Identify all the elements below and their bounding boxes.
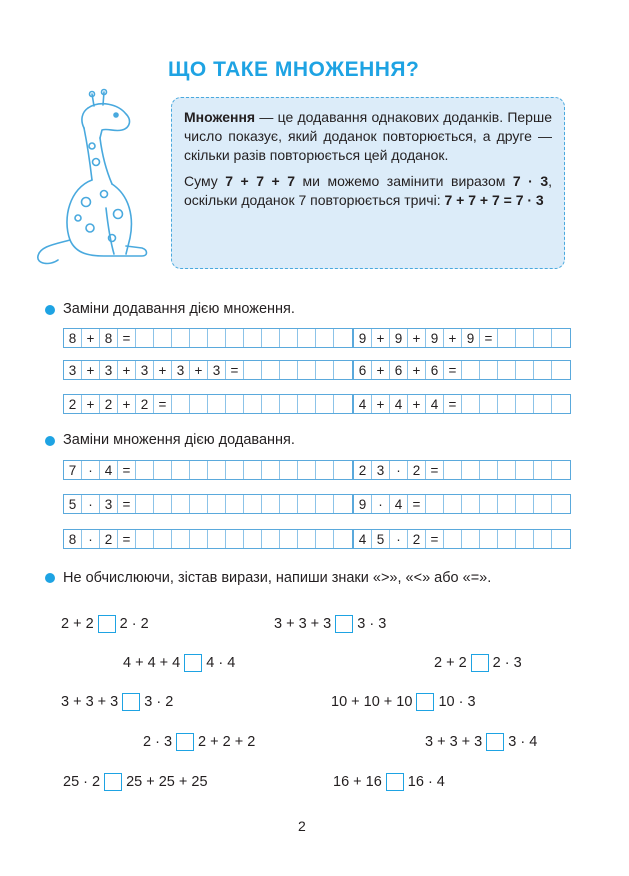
answer-box[interactable] (122, 693, 140, 711)
grid-cell-printed: 3 (136, 361, 154, 379)
answer-grid[interactable] (63, 394, 353, 414)
grid-cell-printed: 9 (354, 329, 372, 347)
answer-box[interactable] (98, 615, 116, 633)
grid-cell-empty[interactable] (136, 461, 154, 479)
grid-cell-empty[interactable] (154, 329, 172, 347)
grid-cell-empty[interactable] (334, 361, 352, 379)
grid-cell-empty[interactable] (480, 395, 498, 413)
grid-cell-printed: 8 (64, 530, 82, 548)
grid-cell-empty[interactable] (244, 395, 262, 413)
grid-cell-empty[interactable] (244, 530, 262, 548)
grid-cell-printed: 2 (136, 395, 154, 413)
grid-cell-printed: · (82, 530, 100, 548)
grid-cell-printed: 8 (64, 329, 82, 347)
grid-cell-empty[interactable] (226, 329, 244, 347)
left-expression: 3 + 3 + 3 (274, 616, 332, 632)
task3-text: Не обчислюючи, зістав вирази, напиши знаки «>», «<» або «=». (63, 570, 492, 586)
grid-cell-printed: + (408, 395, 426, 413)
grid-cell-printed: + (408, 329, 426, 347)
grid-cell-empty[interactable] (444, 495, 462, 513)
grid-cell-printed: = (444, 361, 462, 379)
task2-text: Заміни множення дією додавання. (63, 432, 295, 448)
grid-cell-empty[interactable] (298, 461, 316, 479)
grid-cell-empty[interactable] (552, 329, 570, 347)
comparison-item (274, 615, 386, 633)
grid-cell-printed: + (444, 329, 462, 347)
grid-cell-printed: 3 (100, 361, 118, 379)
grid-cell-printed: = (480, 329, 498, 347)
grid-cell-empty[interactable] (516, 495, 534, 513)
right-expression: 16 · 4 (407, 774, 445, 790)
grid-cell-printed: 2 (100, 395, 118, 413)
grid-cell-empty[interactable] (208, 395, 226, 413)
grid-cell-empty[interactable] (208, 329, 226, 347)
grid-cell-empty[interactable] (534, 395, 552, 413)
grid-cell-empty[interactable] (534, 461, 552, 479)
grid-cell-empty[interactable] (226, 461, 244, 479)
page-title: ЩО ТАКЕ МНОЖЕННЯ? (168, 58, 420, 81)
grid-cell-printed: 4 (390, 495, 408, 513)
grid-cell-printed: = (444, 395, 462, 413)
grid-cell-printed: + (82, 329, 100, 347)
grid-cell-printed: 2 (64, 395, 82, 413)
grid-cell-empty[interactable] (552, 530, 570, 548)
grid-cell-empty[interactable] (552, 461, 570, 479)
comparison-item (61, 693, 173, 711)
grid-cell-empty[interactable] (498, 495, 516, 513)
grid-cell-printed: 6 (354, 361, 372, 379)
grid-cell-empty[interactable] (244, 329, 262, 347)
answer-grid[interactable] (353, 394, 571, 414)
grid-cell-empty[interactable] (480, 461, 498, 479)
right-expression: 2 · 3 (492, 655, 522, 671)
answer-grid[interactable] (63, 460, 353, 480)
grid-cell-printed: 9 (462, 329, 480, 347)
grid-cell-printed: + (82, 395, 100, 413)
grid-cell-empty[interactable] (244, 361, 262, 379)
grid-cell-printed: + (118, 361, 136, 379)
task-bullet (45, 573, 55, 583)
grid-cell-empty[interactable] (552, 495, 570, 513)
grid-cell-empty[interactable] (190, 395, 208, 413)
answer-box[interactable] (176, 733, 194, 751)
grid-cell-empty[interactable] (498, 461, 516, 479)
grid-cell-empty[interactable] (154, 530, 172, 548)
grid-cell-printed: 4 (354, 530, 372, 548)
answer-grid[interactable] (353, 460, 571, 480)
grid-cell-printed: 8 (100, 329, 118, 347)
grid-cell-printed: 2 (408, 530, 426, 548)
grid-cell-printed: 6 (426, 361, 444, 379)
grid-cell-empty[interactable] (190, 461, 208, 479)
grid-cell-printed: 9 (426, 329, 444, 347)
grid-cell-empty[interactable] (316, 329, 334, 347)
grid-cell-empty[interactable] (172, 530, 190, 548)
grid-cell-printed: = (154, 395, 172, 413)
grid-cell-printed: · (82, 461, 100, 479)
grid-cell-printed: 9 (390, 329, 408, 347)
grid-cell-empty[interactable] (154, 461, 172, 479)
grid-cell-empty[interactable] (480, 495, 498, 513)
task1-text: Заміни додавання дією множення. (63, 301, 295, 317)
grid-cell-printed: + (372, 361, 390, 379)
grid-cell-empty[interactable] (316, 530, 334, 548)
grid-cell-empty[interactable] (136, 329, 154, 347)
comparison-item (331, 693, 476, 711)
grid-cell-printed: 3 (172, 361, 190, 379)
grid-cell-empty[interactable] (226, 495, 244, 513)
grid-cell-empty[interactable] (298, 395, 316, 413)
grid-cell-printed: · (390, 461, 408, 479)
left-expression: 2 · 3 (143, 734, 173, 750)
grid-cell-empty[interactable] (262, 395, 280, 413)
grid-cell-empty[interactable] (298, 495, 316, 513)
grid-cell-printed: = (118, 530, 136, 548)
grid-cell-empty[interactable] (262, 495, 280, 513)
definition-paragraph: Множення — це додавання однакових доданків. Перше число показує, який доданок повторюється, а друге — скільки разів повторюється цей доданок. (184, 109, 552, 163)
left-expression: 2 + 2 (434, 655, 467, 671)
grid-cell-empty[interactable] (262, 461, 280, 479)
grid-cell-empty[interactable] (262, 329, 280, 347)
grid-cell-empty[interactable] (280, 395, 298, 413)
grid-cell-printed: = (118, 495, 136, 513)
grid-cell-printed: + (154, 361, 172, 379)
grid-cell-empty[interactable] (334, 530, 352, 548)
grid-cell-empty[interactable] (136, 495, 154, 513)
grid-cell-printed: 4 (426, 395, 444, 413)
comparison-item (434, 654, 522, 672)
grid-cell-empty[interactable] (280, 329, 298, 347)
grid-cell-empty[interactable] (334, 461, 352, 479)
grid-cell-printed: 7 (64, 461, 82, 479)
grid-cell-printed: 9 (354, 495, 372, 513)
grid-cell-empty[interactable] (244, 495, 262, 513)
grid-cell-empty[interactable] (316, 361, 334, 379)
grid-cell-printed: 2 (100, 530, 118, 548)
task-bullet (45, 436, 55, 446)
answer-box[interactable] (416, 693, 434, 711)
answer-grid[interactable] (63, 529, 353, 549)
grid-cell-empty[interactable] (462, 395, 480, 413)
grid-cell-printed: = (408, 495, 426, 513)
answer-grid[interactable] (63, 494, 353, 514)
answer-box[interactable] (471, 654, 489, 672)
grid-cell-printed: 3 (64, 361, 82, 379)
grid-cell-empty[interactable] (534, 530, 552, 548)
grid-cell-printed: = (118, 329, 136, 347)
right-expression: 25 + 25 + 25 (126, 774, 208, 790)
comparison-item (61, 615, 149, 633)
right-expression: 3 · 2 (144, 694, 174, 710)
grid-cell-empty[interactable] (208, 530, 226, 548)
grid-cell-printed: + (118, 395, 136, 413)
grid-cell-empty[interactable] (516, 361, 534, 379)
grid-cell-empty[interactable] (534, 495, 552, 513)
grid-cell-empty[interactable] (498, 361, 516, 379)
left-expression: 25 · 2 (63, 774, 101, 790)
grid-cell-empty[interactable] (516, 395, 534, 413)
grid-cell-empty[interactable] (262, 530, 280, 548)
grid-cell-empty[interactable] (498, 530, 516, 548)
grid-cell-empty[interactable] (226, 530, 244, 548)
definition-box (171, 97, 565, 269)
grid-cell-printed: = (426, 530, 444, 548)
grid-cell-empty[interactable] (226, 395, 244, 413)
grid-cell-empty[interactable] (316, 495, 334, 513)
left-expression: 3 + 3 + 3 (425, 734, 483, 750)
grid-cell-empty[interactable] (280, 361, 298, 379)
right-expression: 3 · 4 (508, 734, 538, 750)
grid-cell-empty[interactable] (154, 495, 172, 513)
grid-cell-printed: 5 (64, 495, 82, 513)
comparison-item (425, 733, 537, 751)
answer-box[interactable] (104, 773, 122, 791)
right-expression: 2 · 2 (119, 616, 149, 632)
answer-grid[interactable] (63, 360, 353, 380)
grid-cell-printed: 3 (100, 495, 118, 513)
grid-cell-printed: + (408, 361, 426, 379)
grid-cell-printed: 2 (408, 461, 426, 479)
grid-cell-printed: 5 (372, 530, 390, 548)
right-expression: 4 · 4 (206, 655, 236, 671)
grid-cell-empty[interactable] (316, 395, 334, 413)
grid-cell-empty[interactable] (516, 530, 534, 548)
grid-cell-printed: · (390, 530, 408, 548)
grid-cell-empty[interactable] (262, 361, 280, 379)
grid-cell-empty[interactable] (316, 461, 334, 479)
right-expression: 10 · 3 (438, 694, 476, 710)
grid-cell-printed: = (426, 461, 444, 479)
grid-cell-empty[interactable] (190, 329, 208, 347)
grid-cell-empty[interactable] (334, 329, 352, 347)
grid-cell-printed: + (190, 361, 208, 379)
grid-cell-printed: 3 (208, 361, 226, 379)
grid-cell-printed: + (372, 395, 390, 413)
grid-cell-empty[interactable] (498, 395, 516, 413)
grid-cell-empty[interactable] (280, 530, 298, 548)
giraffe-illustration (30, 88, 165, 273)
grid-cell-empty[interactable] (280, 495, 298, 513)
left-expression: 10 + 10 + 10 (331, 694, 413, 710)
grid-cell-empty[interactable] (334, 495, 352, 513)
grid-cell-empty[interactable] (208, 495, 226, 513)
left-expression: 3 + 3 + 3 (61, 694, 119, 710)
grid-cell-printed: · (82, 495, 100, 513)
grid-cell-empty[interactable] (172, 395, 190, 413)
grid-cell-empty[interactable] (462, 361, 480, 379)
answer-box[interactable] (184, 654, 202, 672)
grid-cell-printed: 6 (390, 361, 408, 379)
grid-cell-printed: = (118, 461, 136, 479)
grid-cell-empty[interactable] (480, 530, 498, 548)
grid-cell-empty[interactable] (462, 530, 480, 548)
grid-cell-printed: 4 (100, 461, 118, 479)
grid-cell-printed: 3 (372, 461, 390, 479)
grid-cell-printed: · (372, 495, 390, 513)
grid-cell-printed: 4 (390, 395, 408, 413)
grid-cell-printed: 2 (354, 461, 372, 479)
grid-cell-empty[interactable] (172, 461, 190, 479)
grid-cell-printed: + (372, 329, 390, 347)
grid-cell-printed: + (82, 361, 100, 379)
comparison-item (63, 773, 208, 791)
answer-box[interactable] (486, 733, 504, 751)
grid-cell-empty[interactable] (244, 461, 262, 479)
answer-grid[interactable] (353, 360, 571, 380)
grid-cell-empty[interactable] (462, 495, 480, 513)
grid-cell-empty[interactable] (298, 329, 316, 347)
grid-cell-empty[interactable] (552, 395, 570, 413)
grid-cell-empty[interactable] (516, 329, 534, 347)
grid-cell-empty[interactable] (444, 530, 462, 548)
answer-grid[interactable] (353, 529, 571, 549)
task-bullet (45, 305, 55, 315)
comparison-item (123, 654, 235, 672)
grid-cell-empty[interactable] (534, 361, 552, 379)
grid-cell-empty[interactable] (190, 495, 208, 513)
grid-cell-empty[interactable] (298, 530, 316, 548)
answer-box[interactable] (386, 773, 404, 791)
grid-cell-empty[interactable] (298, 361, 316, 379)
left-expression: 2 + 2 (61, 616, 94, 632)
comparison-item (333, 773, 445, 791)
comparison-item (143, 733, 255, 751)
grid-cell-empty[interactable] (426, 495, 444, 513)
grid-cell-empty[interactable] (280, 461, 298, 479)
right-expression: 2 + 2 + 2 (198, 734, 256, 750)
answer-grid[interactable] (353, 328, 571, 348)
grid-cell-empty[interactable] (334, 395, 352, 413)
grid-cell-empty[interactable] (136, 530, 154, 548)
example-paragraph: Суму 7 + 7 + 7 ми можемо замінити виразом 7 · 3, оскільки доданок 7 повторюється тричі: 7 + 7 + 7 = 7 · 3 (184, 173, 553, 208)
grid-cell-empty[interactable] (552, 361, 570, 379)
grid-cell-empty[interactable] (172, 329, 190, 347)
grid-cell-printed: 4 (354, 395, 372, 413)
grid-cell-empty[interactable] (480, 361, 498, 379)
grid-cell-empty[interactable] (172, 495, 190, 513)
grid-cell-empty[interactable] (516, 461, 534, 479)
answer-grid[interactable] (353, 494, 571, 514)
grid-cell-empty[interactable] (498, 329, 516, 347)
grid-cell-printed: = (226, 361, 244, 379)
grid-cell-empty[interactable] (444, 461, 462, 479)
page-number: 2 (298, 818, 306, 834)
left-expression: 4 + 4 + 4 (123, 655, 181, 671)
left-expression: 16 + 16 (333, 774, 382, 790)
grid-cell-empty[interactable] (208, 461, 226, 479)
answer-box[interactable] (335, 615, 353, 633)
grid-cell-empty[interactable] (190, 530, 208, 548)
answer-grid[interactable] (63, 328, 353, 348)
right-expression: 3 · 3 (357, 616, 387, 632)
grid-cell-empty[interactable] (534, 329, 552, 347)
grid-cell-empty[interactable] (462, 461, 480, 479)
